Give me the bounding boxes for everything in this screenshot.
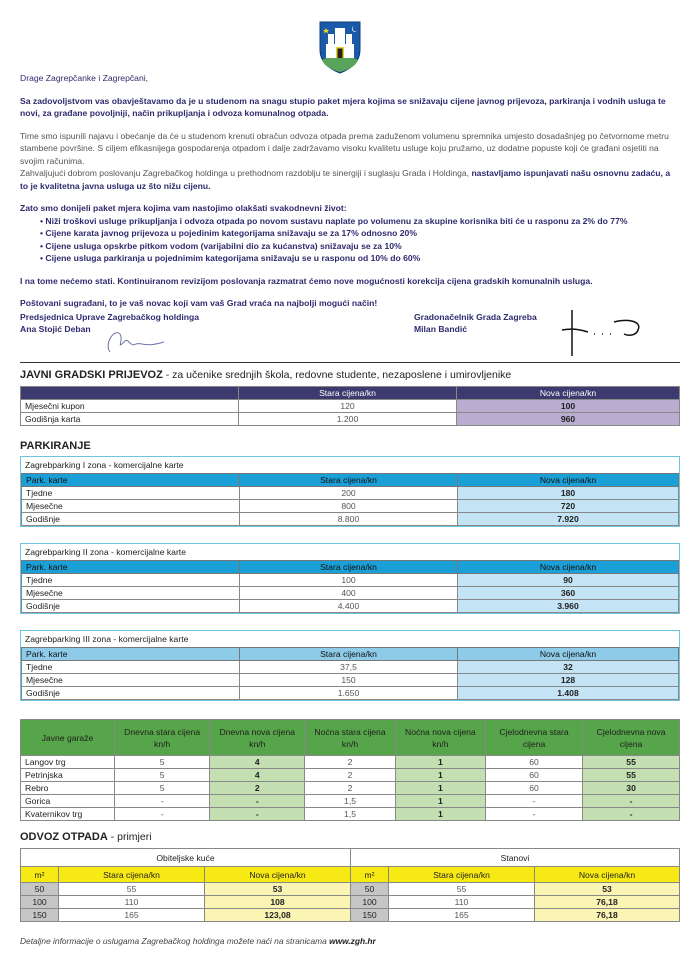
closing-2: Poštovani sugrađani, to je vaš novac koji vam vaš Grad vraća na najbolji mogući način!	[20, 298, 378, 308]
table-cell: 7.920	[458, 513, 679, 526]
column-header: Nova cijena/kn	[457, 387, 680, 400]
table-row	[22, 661, 679, 674]
column-header: Dnevna stara cijena kn/h	[115, 720, 210, 756]
table-cell: Godišnja karta	[21, 413, 239, 426]
table-cell: Mjesečne	[22, 674, 240, 687]
table-header-row	[21, 849, 680, 867]
table-row	[22, 674, 679, 687]
table-cell: 2	[305, 769, 396, 782]
signature-right-scribble-icon	[558, 308, 648, 358]
table-cell: 1	[395, 808, 485, 821]
table-cell: 53	[205, 883, 351, 896]
table-cell: 400	[240, 587, 458, 600]
table-cell: Kvaternikov trg	[21, 808, 115, 821]
table-cell: 4.400	[240, 600, 458, 613]
table-cell: 37,5	[240, 661, 458, 674]
column-header: Nova cijena/kn	[205, 867, 351, 883]
column-header: Cjelodnevna nova cijena	[583, 720, 680, 756]
table-cell: 1	[395, 795, 485, 808]
paragraph-2: Zahvaljujući dobrom poslovanju Zagrebačkog holdinga u prethodnom razdoblju te sinergiji i suglasju Grada i Holdinga, nastavljamo ispunjavati našu osnovnu zadaću, a to je kvalitetna javna usluga uz što nižu cijenu.	[20, 168, 671, 191]
table-cell: 123,08	[205, 909, 351, 922]
table-row	[21, 808, 680, 821]
column-header: Noćna nova cijena kn/h	[395, 720, 485, 756]
website-link[interactable]: www.zgh.hr	[329, 936, 376, 946]
table-cell: 50	[21, 883, 59, 896]
table-row	[22, 587, 679, 600]
table-cell: 90	[458, 574, 679, 587]
measure-item: • Cijene usluga opskrbe pitkom vodom (varijabilni dio za kućanstva) snižavaju se za 10%	[40, 240, 680, 253]
table-cell: 5	[115, 782, 210, 795]
table-header-row	[21, 720, 680, 756]
table-cell: -	[485, 808, 582, 821]
table-cell: 4	[210, 769, 305, 782]
table-cell: 1,5	[305, 795, 396, 808]
column-header: Javne garaže	[21, 720, 115, 756]
table-cell: 110	[59, 896, 205, 909]
column-header: Stara cijena/kn	[389, 867, 535, 883]
transport-table	[20, 386, 680, 426]
column-header	[21, 387, 239, 400]
table-cell: Mjesečni kupon	[21, 400, 239, 413]
column-header: Cjelodnevna stara cijena	[485, 720, 582, 756]
table-cell: 360	[458, 587, 679, 600]
closing-1: I na tome nećemo stati. Kontinuiranom revizijom poslovanja razmatrat ćemo nove mogućnosti korekcija cijena gradskih komunalnih usluga.	[20, 275, 593, 286]
table-cell: -	[583, 808, 680, 821]
waste-title: ODVOZ OTPADA - primjeri	[20, 831, 152, 843]
table-cell: -	[210, 795, 305, 808]
table-cell: -	[485, 795, 582, 808]
table-cell: Mjesečne	[22, 587, 240, 600]
table-row	[21, 883, 680, 896]
signature-left-scribble-icon	[100, 326, 170, 356]
table-cell: Godišnje	[22, 687, 240, 700]
column-header: Park. karte	[22, 561, 240, 574]
table-cell: 76,18	[535, 909, 680, 922]
table-row	[21, 400, 680, 413]
column-header: m²	[351, 867, 389, 883]
greeting: Drage Zagrepčanke i Zagrepčani,	[20, 73, 149, 83]
table-cell: Petrinjska	[21, 769, 115, 782]
table-header-row	[22, 648, 679, 661]
table-cell: 165	[389, 909, 535, 922]
table-cell: Mjesečne	[22, 500, 240, 513]
table-cell: 60	[485, 782, 582, 795]
table-cell: 2	[305, 782, 396, 795]
table-cell: 800	[240, 500, 458, 513]
waste-table	[20, 848, 680, 922]
column-header: Stara cijena/kn	[59, 867, 205, 883]
table-cell: 5	[115, 769, 210, 782]
column-header: Dnevna nova cijena kn/h	[210, 720, 305, 756]
table-row	[22, 500, 679, 513]
table-cell: 55	[583, 756, 680, 769]
table-cell: 55	[389, 883, 535, 896]
table-cell: 30	[583, 782, 680, 795]
table-cell: 120	[239, 400, 457, 413]
table-cell: 100	[240, 574, 458, 587]
table-row	[22, 487, 679, 500]
table-cell: 3.960	[458, 600, 679, 613]
table-cell: 960	[457, 413, 680, 426]
footer-note: Detaljne informacije o uslugama Zagrebačkog holdinga možete naći na stranicama www.zgh.hr	[20, 936, 376, 946]
table-cell: 55	[583, 769, 680, 782]
table-cell: 2	[305, 756, 396, 769]
table-cell: 100	[21, 896, 59, 909]
table-cell: 1.650	[240, 687, 458, 700]
column-header: Stara cijena/kn	[239, 387, 457, 400]
table-header-row	[22, 474, 679, 487]
column-header: Nova cijena/kn	[458, 648, 679, 661]
table-cell: 76,18	[535, 896, 680, 909]
table-cell: 200	[240, 487, 458, 500]
signature-right: Gradonačelnik Grada Zagreba Milan Bandić	[414, 312, 537, 334]
column-header: Park. karte	[22, 648, 240, 661]
measure-item: • Cijene usluga parkiranja u pojednimim kategorijama snižavaju se u rasponu od 10% do 60%	[40, 252, 680, 265]
table-cell: Langov trg	[21, 756, 115, 769]
table-cell: Rebro	[21, 782, 115, 795]
table-cell: 60	[485, 769, 582, 782]
measure-item: • Cijene karata javnog prijevoza u pojedinim kategorijama snižavaju se za 17% odnosno 20%	[40, 227, 680, 240]
table-cell: Godišnje	[22, 513, 240, 526]
table-cell: 100	[351, 896, 389, 909]
zagreb-coat-of-arms-icon	[318, 20, 362, 74]
column-header: Stara cijena/kn	[240, 561, 458, 574]
table-cell: 110	[389, 896, 535, 909]
table-cell: -	[210, 808, 305, 821]
parking-zone-1: Zagrebparking I zona - komercijalne karte Park. karte Stara cijena/kn Nova cijena/kn Tjedne 200 180 Mjesečne 800 720 Godišnje 8.800 7.920	[20, 456, 680, 527]
parking-zone-3: Zagrebparking III zona - komercijalne karte Park. karte Stara cijena/kn Nova cijena/kn Tjedne 37,5 32 Mjesečne 150 128 Godišnje 1.650 1.408	[20, 630, 680, 701]
table-header-row	[22, 561, 679, 574]
table-cell: 150	[21, 909, 59, 922]
table-cell: 50	[351, 883, 389, 896]
table-row	[21, 769, 680, 782]
table-header-row	[21, 867, 680, 883]
table-cell: 720	[458, 500, 679, 513]
intro-paragraph: Sa zadovoljstvom vas obavještavamo da je u studenom na snagu stupio paket mjera kojima se snižavaju cijene javnog prijevoza, parkiranja i vodnih usluga te novi, za građane povoljniji, način prikupljanja i odvoza komunalnog otpada.	[20, 95, 666, 118]
table-row	[21, 782, 680, 795]
table-cell: 2	[210, 782, 305, 795]
table-cell: 55	[59, 883, 205, 896]
table-cell: 108	[205, 896, 351, 909]
table-cell: 4	[210, 756, 305, 769]
table-row	[21, 896, 680, 909]
table-row	[21, 413, 680, 426]
table-cell: Godišnje	[22, 600, 240, 613]
table-cell: 1	[395, 756, 485, 769]
parking-title: PARKIRANJE	[20, 440, 91, 452]
table-cell: 1,5	[305, 808, 396, 821]
table-cell: 5	[115, 756, 210, 769]
table-cell: -	[115, 795, 210, 808]
table-cell: 1	[395, 769, 485, 782]
measures-list	[20, 215, 680, 265]
table-row	[21, 909, 680, 922]
column-header: Nova cijena/kn	[458, 474, 679, 487]
transport-title: JAVNI GRADSKI PRIJEVOZ - za učenike srednjih škola, redovne studente, nezaposlene i umirovljenike	[20, 369, 512, 381]
table-row	[21, 756, 680, 769]
table-cell: 180	[458, 487, 679, 500]
column-header: Nova cijena/kn	[458, 561, 679, 574]
table-cell: Gorica	[21, 795, 115, 808]
column-header: Park. karte	[22, 474, 240, 487]
table-cell: 1.200	[239, 413, 457, 426]
measure-item: • Niži troškovi usluge prikupljanja i odvoza otpada po novom sustavu naplate po volumenu za skupine korisnika biti će u rasponu za 2% do 77%	[40, 215, 680, 228]
table-cell: 150	[240, 674, 458, 687]
table-header-row	[21, 387, 680, 400]
parking-zone-2: Zagrebparking II zona - komercijalne karte Park. karte Stara cijena/kn Nova cijena/kn Tjedne 100 90 Mjesečne 400 360 Godišnje 4.400 3.960	[20, 543, 680, 614]
table-cell: 53	[535, 883, 680, 896]
table-cell: -	[583, 795, 680, 808]
table-row	[21, 795, 680, 808]
garages-table	[20, 719, 680, 821]
table-row	[22, 687, 679, 700]
table-cell: 32	[458, 661, 679, 674]
table-cell: 1	[395, 782, 485, 795]
table-cell: Tjedne	[22, 661, 240, 674]
table-cell: 165	[59, 909, 205, 922]
column-header: m²	[21, 867, 59, 883]
column-header: Nova cijena/kn	[535, 867, 680, 883]
column-header: Stanovi	[351, 849, 680, 867]
table-row	[22, 513, 679, 526]
measures-lead: Zato smo donijeli paket mjera kojima vam nastojimo olakšati svakodnevni život:	[20, 203, 347, 213]
column-header: Noćna stara cijena kn/h	[305, 720, 396, 756]
signature-left: Predsjednica Uprave Zagrebačkog holdinga Ana Stojić Deban	[20, 312, 200, 334]
column-header: Obiteljske kuće	[21, 849, 351, 867]
table-cell: Tjedne	[22, 487, 240, 500]
table-cell: 8.800	[240, 513, 458, 526]
letter-body	[20, 72, 680, 310]
paragraph-1: Time smo ispunili najavu i obećanje da će u studenom krenuti obračun odvoza otpada prema zaduženom volumenu spremnika umjesto dosadašnjeg po četvornome metru stambene površine. S ciljem efikasnijega gospodarenja otpadom i dalje zadržavamo visoku kvalitetu usluge koju pružamo, uz dodatne popuste koji će građani osjetiti na svojim računima.	[20, 130, 669, 166]
table-row	[22, 600, 679, 613]
table-cell: 128	[458, 674, 679, 687]
table-cell: 100	[457, 400, 680, 413]
divider	[20, 362, 680, 363]
table-cell: -	[115, 808, 210, 821]
column-header: Stara cijena/kn	[240, 474, 458, 487]
table-cell: 1.408	[458, 687, 679, 700]
table-cell: 150	[351, 909, 389, 922]
table-cell: Tjedne	[22, 574, 240, 587]
table-cell: 60	[485, 756, 582, 769]
table-row	[22, 574, 679, 587]
column-header: Stara cijena/kn	[240, 648, 458, 661]
